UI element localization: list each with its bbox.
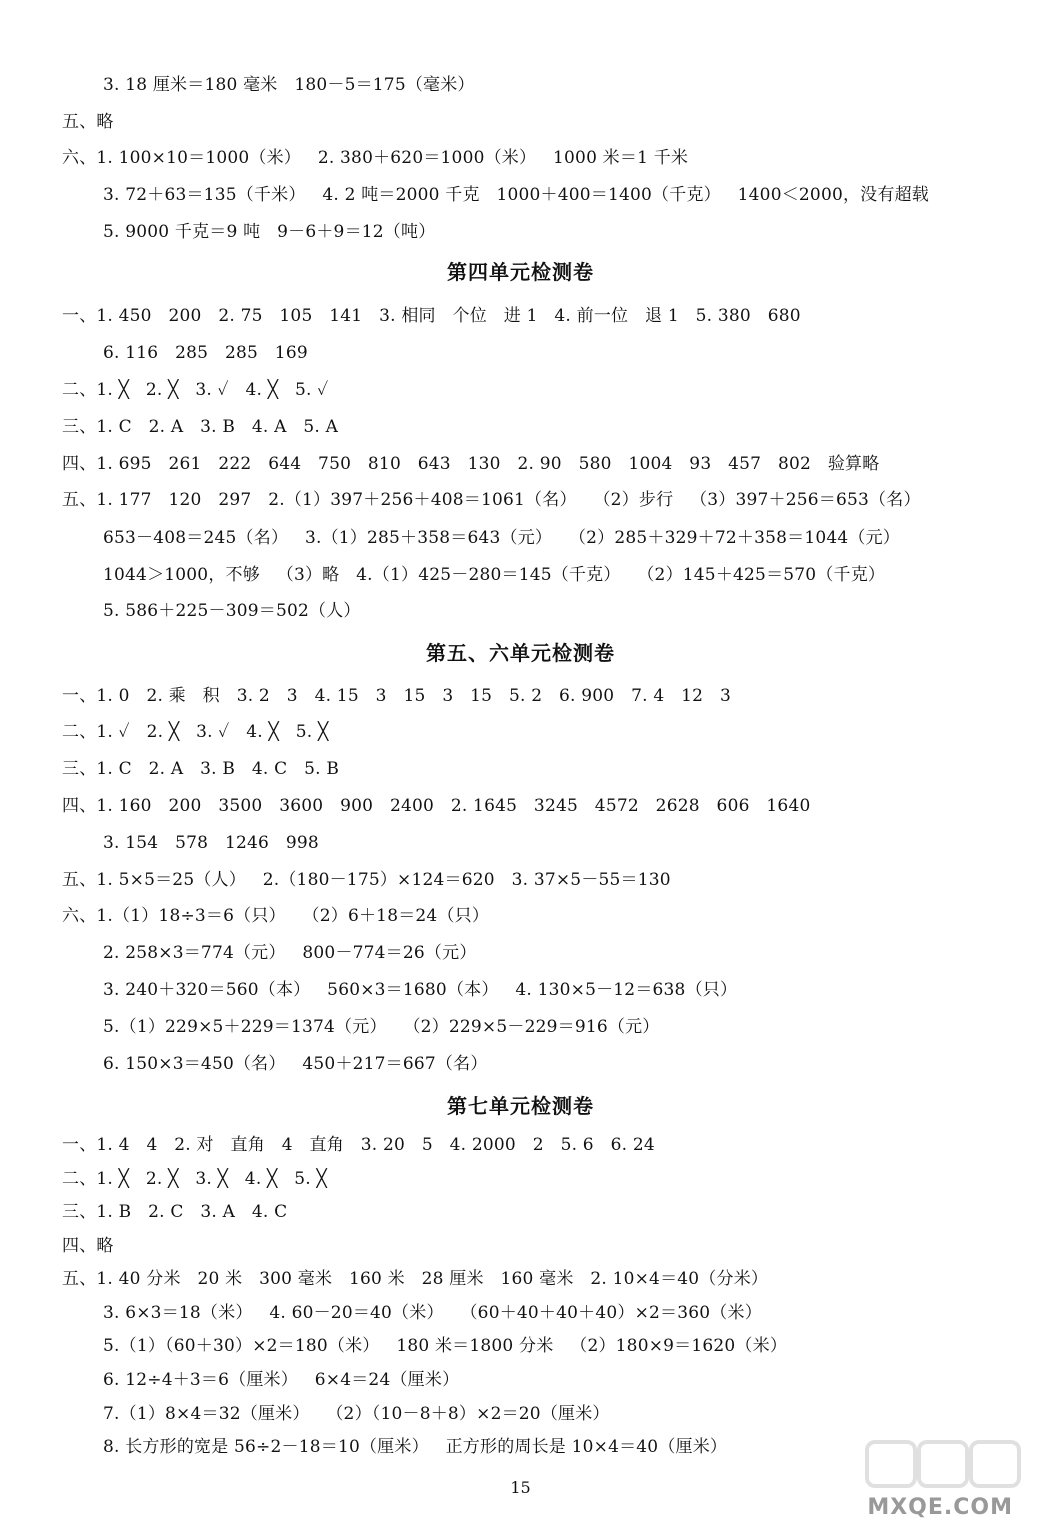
- answer-line: 653－408＝245（名） 3.（1）285＋358＝643（元） （2）285＋329＋72＋358＝1044（元）: [103, 528, 900, 548]
- answer-line: 五、略: [62, 112, 114, 132]
- answer-line: 一、1. 450 200 2. 75 105 141 3. 相同 个位 进 1 4. 前一位 退 1 5. 380 680: [62, 306, 801, 326]
- answer-line: 五、1. 177 120 297 2.（1）397＋256＋408＝1061（名） （2）步行 （3）397＋256＝653（名）: [62, 490, 921, 510]
- answer-line: 五、1. 40 分米 20 米 300 毫米 160 米 28 厘米 160 毫米 2. 10×4＝40（分米）: [62, 1269, 769, 1289]
- answer-line: 1044＞1000，不够 （3）略 4.（1）425－280＝145（千克） （2）145＋425＝570（千克）: [103, 565, 886, 585]
- answer-line: 8. 长方形的宽是 56÷2－18＝10（厘米） 正方形的周长是 10×4＝40（厘米）: [103, 1437, 728, 1457]
- answer-line: 四、1. 695 261 222 644 750 810 643 130 2. 90 580 1004 93 457 802 验算略: [62, 454, 880, 474]
- answer-line: 二、1. ╳ 2. ╳ 3. ✓ 4. ╳ 5. ✓: [62, 380, 329, 400]
- page-number: 15: [510, 1478, 531, 1497]
- answer-line: 五、1. 5×5＝25（人） 2.（180－175）×124＝620 3. 37×5－55＝130: [62, 870, 671, 890]
- answer-line: 一、1. 4 4 2. 对 直角 4 直角 3. 20 5 4. 2000 2 5. 6 6. 24: [62, 1135, 655, 1155]
- answer-line: 二、1. ╳ 2. ╳ 3. ╳ 4. ╳ 5. ╳: [62, 1169, 327, 1189]
- answer-line: 四、1. 160 200 3500 3600 900 2400 2. 1645 3245 4572 2628 606 1640: [62, 796, 811, 816]
- answer-line: 7.（1）8×4＝32（厘米） （2）（10－8＋8）×2＝20（厘米）: [103, 1404, 610, 1424]
- answer-line: 一、1. 0 2. 乘 积 3. 2 3 4. 15 3 15 3 15 5. 2 6. 900 7. 4 12 3: [62, 686, 732, 706]
- answer-line: 三、1. C 2. A 3. B 4. C 5. B: [62, 759, 340, 779]
- answer-line: 三、1. B 2. C 3. A 4. C: [62, 1202, 288, 1222]
- answer-line: 6. 116 285 285 169: [103, 343, 308, 363]
- answer-line: 3. 240＋320＝560（本） 560×3＝1680（本） 4. 130×5－12＝638（只）: [103, 980, 738, 1000]
- answer-line: 5. 9000 千克＝9 吨 9－6＋9＝12（吨）: [103, 222, 436, 242]
- answer-line: 5.（1）（60＋30）×2＝180（米） 180 米＝1800 分米 （2）180×9＝1620（米）: [103, 1336, 788, 1356]
- answer-line: 三、1. C 2. A 3. B 4. A 5. A: [62, 417, 339, 437]
- answer-line: 6. 12÷4＋3＝6（厘米） 6×4＝24（厘米）: [103, 1370, 460, 1390]
- answer-line: 六、1. 100×10＝1000（米） 2. 380＋620＝1000（米） 1000 米＝1 千米: [62, 148, 689, 168]
- section-heading-unit-5-6: 第五、六单元检测卷: [426, 641, 615, 665]
- answer-line: 6. 150×3＝450（名） 450＋217＝667（名）: [103, 1054, 488, 1074]
- answer-line: 3. 6×3＝18（米） 4. 60－20＝40（米） （60＋40＋40＋40）×2＝360（米）: [103, 1303, 762, 1323]
- answer-line: 六、1.（1）18÷3＝6（只） （2）6＋18＝24（只）: [62, 906, 490, 926]
- watermark-text: MXQE.COM: [867, 1495, 1013, 1520]
- answer-line: 5. 586＋225－309＝502（人）: [103, 601, 361, 621]
- answer-line: 二、1. ✓ 2. ╳ 3. ✓ 4. ╳ 5. ╳: [62, 722, 329, 742]
- answer-line: 3. 154 578 1246 998: [103, 833, 319, 853]
- answer-line: 3. 72＋63＝135（千米） 4. 2 吨＝2000 千克 1000＋400＝1400（千克） 1400＜2000，没有超载: [103, 185, 929, 205]
- answer-line: 2. 258×3＝774（元） 800－774＝26（元）: [103, 943, 477, 963]
- answer-line: 5.（1）229×5＋229＝1374（元） （2）229×5－229＝916（元）: [103, 1017, 660, 1037]
- section-heading-unit-4: 第四单元检测卷: [447, 260, 594, 284]
- section-heading-unit-7: 第七单元检测卷: [447, 1094, 594, 1118]
- answer-line: 3. 18 厘米＝180 毫米 180－5＝175（毫米）: [103, 75, 475, 95]
- answer-line: 四、略: [62, 1236, 114, 1256]
